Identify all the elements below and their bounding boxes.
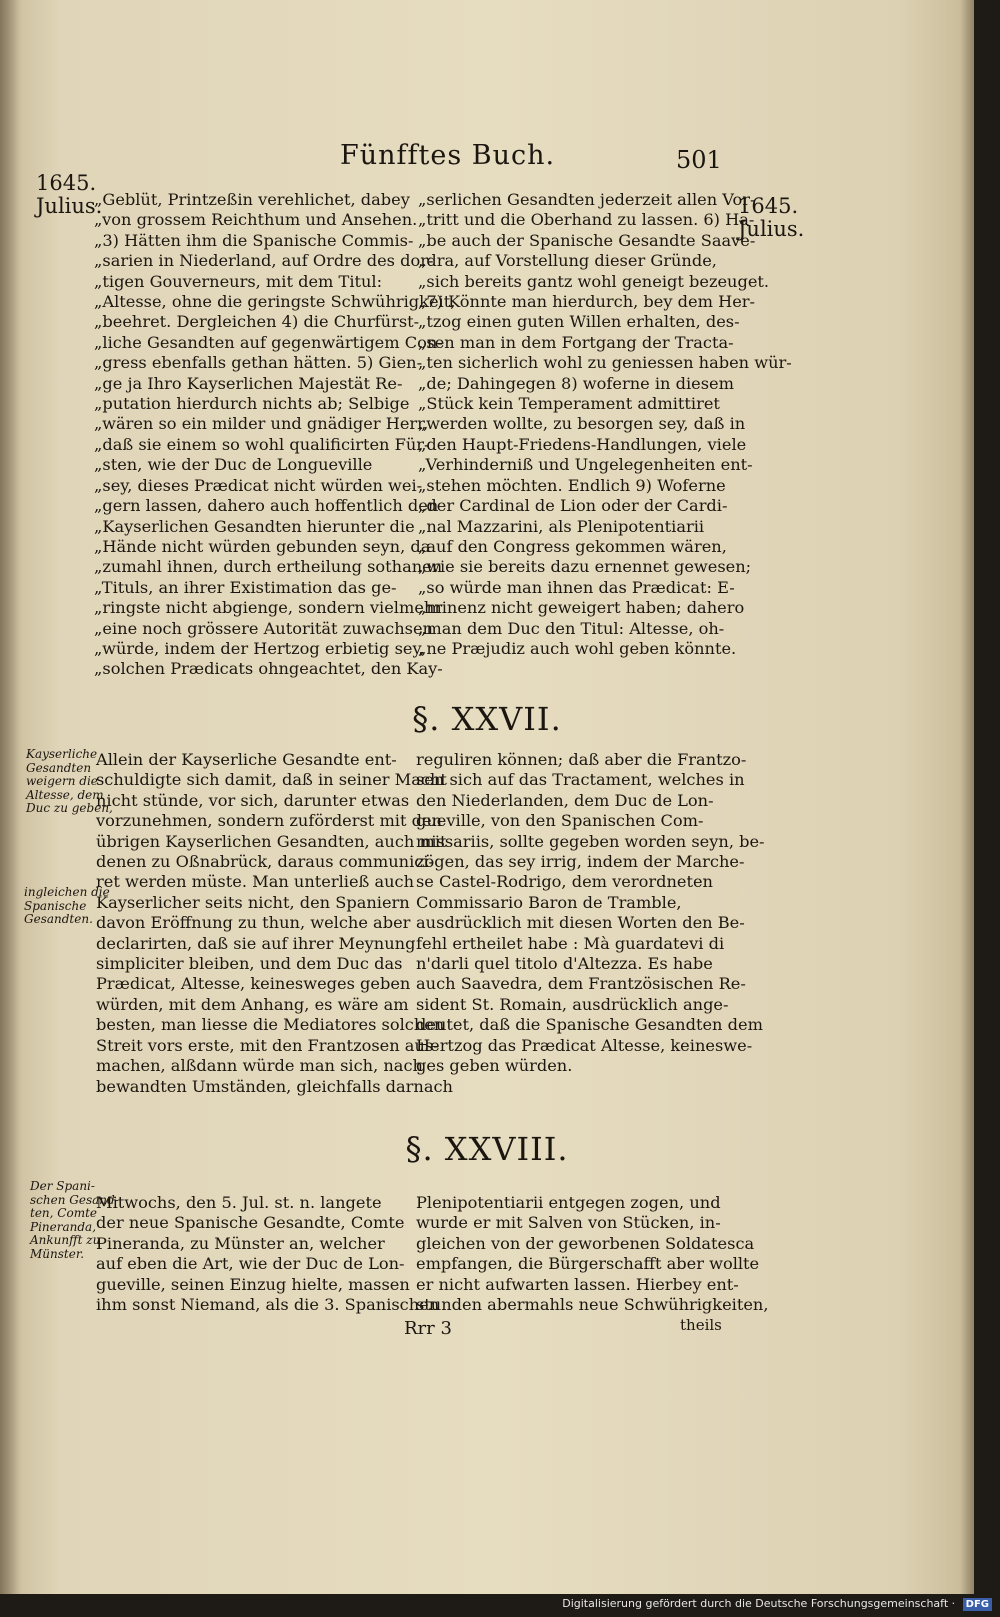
signature-mark: Rrr 3 <box>404 1318 452 1339</box>
text-line: „Stück kein Temperament admittiret <box>418 394 720 414</box>
text-line: gueville, von den Spanischen Com- <box>416 811 704 831</box>
text-line: vorzunehmen, sondern zuförderst mit den <box>96 811 442 831</box>
text-line: denen zu Oßnabrück, daraus communici- <box>96 852 435 872</box>
text-line: „werden wollte, zu besorgen sey, daß in <box>418 414 746 434</box>
text-line: ges geben würden. <box>416 1056 573 1076</box>
text-line: würden, mit dem Anhang, es wäre am <box>96 994 409 1014</box>
text-line: gleichen von der geworbenen Soldatesca <box>416 1233 755 1253</box>
digitization-footer <box>0 1594 1000 1617</box>
text-line: Mitwochs, den 5. Jul. st. n. langete <box>96 1193 382 1212</box>
text-line: Pineranda, zu Münster an, welcher <box>96 1233 385 1253</box>
text-line: „Hände nicht würden gebunden seyn, da <box>94 536 431 556</box>
text-line: „wie sie bereits dazu ernennet gewesen; <box>418 557 752 577</box>
text-line: „sich bereits gantz wohl geneigt bezeuget. <box>418 271 770 291</box>
text-line: gueville, seinen Einzug hielte, massen <box>96 1274 410 1294</box>
text-line: reguliren können; daß aber die Frantzo- <box>416 750 747 769</box>
text-line: der neue Spanische Gesandte, Comte <box>96 1213 405 1233</box>
text-line: davon Eröffnung zu thun, welche aber <box>96 913 411 933</box>
text-line: stunden abermahls neue Schwührigkeiten, <box>416 1295 769 1315</box>
text-line: deutet, daß die Spanische Gesandten dem <box>416 1015 763 1035</box>
side-note-pineranda-arrival: Der Spani- schen Gesand- ten, Comte Pineranda, Ankunfft zu Münster. <box>30 1179 119 1261</box>
text-line: „daß sie einem so wohl qualificirten Für- <box>94 434 430 454</box>
text-line: „7) Könnte man hierdurch, bey dem Her- <box>418 292 756 312</box>
text-line: nicht stünde, vor sich, darunter etwas <box>96 790 410 810</box>
text-line: „be auch der Spanische Gesandte Saave- <box>418 230 756 250</box>
text-line: schuldigte sich damit, daß in seiner Macht <box>96 770 447 790</box>
text-line: „tritt und die Oberhand zu lassen. 6) Ha- <box>418 210 755 230</box>
text-line: simpliciter bleiben, und dem Duc das <box>96 954 403 974</box>
text-line: „Verhinderniß und Ungelegenheiten ent- <box>418 455 753 475</box>
text-line: sen sich auf das Tractament, welches in <box>416 770 745 790</box>
margin-month: Julius. <box>36 194 103 218</box>
margin-date-left <box>36 172 102 218</box>
text-line: ihm sonst Niemand, als die 3. Spanischen <box>96 1295 440 1315</box>
text-line: „de; Dahingegen 8) woferne in diesem <box>418 373 734 393</box>
page-edge-shadow <box>960 0 974 1594</box>
text-line: zögen, das sey irrig, indem der Marche- <box>416 852 745 872</box>
text-line: wurde er mit Salven von Stücken, in- <box>416 1213 721 1233</box>
text-line: „ringste nicht abgienge, sondern vielmehr <box>94 598 443 618</box>
text-line: „sey, dieses Prædicat nicht würden wei- <box>94 475 423 495</box>
text-line: „von grossem Reichthum und Ansehen. <box>94 210 418 230</box>
text-line: „man dem Duc den Titul: Altesse, oh- <box>418 618 725 638</box>
side-note-imperial-envoys: Kayserliche Gesandten weigern die Altesse, dem Duc zu geben, <box>26 747 113 815</box>
text-line: den Niederlanden, dem Duc de Lon- <box>416 790 714 810</box>
text-line: er nicht aufwarten lassen. Hierbey ent- <box>416 1274 739 1294</box>
text-line: übrigen Kayserlichen Gesandten, auch mit <box>96 831 447 851</box>
text-line: Kayserlicher seits nicht, den Spaniern <box>96 892 410 912</box>
book-title: Fünfftes Buch. <box>340 140 556 171</box>
text-line: auch Saavedra, dem Frantzösischen Re- <box>416 974 746 994</box>
text-line: „minenz nicht geweigert haben; dahero <box>418 598 745 618</box>
page-gutter-shadow <box>0 0 22 1594</box>
text-line: „wären so ein milder und gnädiger Herr, <box>94 414 429 434</box>
text-line: „beehret. Dergleichen 4) die Churfürst- <box>94 312 420 332</box>
text-line: bewandten Umständen, gleichfalls darnach <box>96 1076 453 1096</box>
text-line: „solchen Prædicats ohngeachtet, den Kay- <box>94 659 443 679</box>
text-line: Hertzog das Prædicat Altesse, keineswe- <box>416 1035 753 1055</box>
text-line: „Kayserlichen Gesandten hierunter die <box>94 516 415 536</box>
text-line: „sen man in dem Fortgang der Tracta- <box>418 332 734 352</box>
section-27-left-column <box>96 750 453 1097</box>
text-line: „dra, auf Vorstellung dieser Gründe, <box>418 251 717 271</box>
text-line: Allein der Kayserliche Gesandte ent- <box>96 750 397 769</box>
text-line: „Geblüt, Printzeßin verehlichet, dabey <box>94 190 410 209</box>
text-line: „putation hierdurch nichts ab; Selbige <box>94 394 410 414</box>
text-line: „der Cardinal de Lion oder der Cardi- <box>418 496 728 516</box>
text-line: „gress ebenfalls gethan hätten. 5) Gien- <box>94 353 423 373</box>
top-left-column <box>94 190 456 680</box>
text-line: „Tituls, an ihrer Existimation das ge- <box>94 577 397 597</box>
text-line: „3) Hätten ihm die Spanische Commis- <box>94 230 414 250</box>
side-note-spanish-envoys: ingleichen die Spanische Gesandten. <box>24 885 110 926</box>
text-line: „tigen Gouverneurs, mit dem Titul: <box>94 271 383 291</box>
text-line: „stehen möchten. Endlich 9) Woferne <box>418 475 726 495</box>
text-line: „sten, wie der Duc de Longueville <box>94 455 373 475</box>
text-line: „sarien in Niederland, auf Ordre des dor- <box>94 251 434 271</box>
text-line: ret werden müste. Man unterließ auch <box>96 872 415 892</box>
section-28-right-column <box>416 1193 769 1315</box>
text-line: Streit vors erste, mit den Frantzosen aus- <box>96 1035 439 1055</box>
text-line: „liche Gesandten auf gegenwärtigem Con- <box>94 332 443 352</box>
text-line: ausdrücklich mit diesen Worten den Be- <box>416 913 745 933</box>
text-line: sident St. Romain, ausdrücklich ange- <box>416 994 729 1014</box>
section-heading-27: §. XXVII. <box>412 700 562 738</box>
text-line: „auf den Congress gekommen wären, <box>418 536 727 556</box>
section-heading-28: §. XXVIII. <box>405 1130 569 1168</box>
text-line: „zumahl ihnen, durch ertheilung sothanen <box>94 557 443 577</box>
text-line: Plenipotentiarii entgegen zogen, und <box>416 1193 721 1212</box>
text-line: „tzog einen guten Willen erhalten, des- <box>418 312 740 332</box>
text-line: „den Haupt-Friedens-Handlungen, viele <box>418 434 747 454</box>
text-line: declarirten, daß sie auf ihrer Meynung <box>96 933 416 953</box>
text-line: „Altesse, ohne die geringste Schwührigkeit, <box>94 292 456 312</box>
text-line: auf eben die Art, wie der Duc de Lon- <box>96 1254 405 1274</box>
text-line: empfangen, die Bürgerschafft aber wollte <box>416 1254 760 1274</box>
page-number: 501 <box>676 146 722 174</box>
margin-month: Julius. <box>738 217 805 241</box>
text-line: „serlichen Gesandten jederzeit allen Vor- <box>418 190 756 209</box>
text-line: „ten sicherlich wohl zu geniessen haben wür- <box>418 353 792 373</box>
section-27-right-column <box>416 750 765 1077</box>
text-line: missariis, sollte gegeben worden seyn, be- <box>416 831 765 851</box>
text-line: se Castel-Rodrigo, dem verordneten <box>416 872 713 892</box>
catchword: theils <box>680 1316 722 1334</box>
footer-credit-text: Digitalisierung gefördert durch die Deutsche Forschungsgemeinschaft · <box>562 1597 956 1610</box>
text-line: „ge ja Ihro Kayserlichen Majestät Re- <box>94 373 403 393</box>
margin-year: 1645. <box>738 194 799 218</box>
section-28-left-column <box>96 1193 440 1315</box>
running-head <box>0 140 974 180</box>
text-line: „ne Præjudiz auch wohl geben könnte. <box>418 638 737 658</box>
text-line: besten, man liesse die Mediatores solchen <box>96 1015 445 1035</box>
margin-year: 1645. <box>36 171 97 195</box>
text-line: Prædicat, Altesse, keinesweges geben <box>96 974 411 994</box>
text-line: „eine noch grössere Autorität zuwachsen <box>94 618 433 638</box>
text-line: Commissario Baron de Tramble, <box>416 892 682 912</box>
text-line: fehl ertheilet habe : Mà guardatevi di <box>416 933 725 953</box>
text-line: n'darli quel titolo d'Altezza. Es habe <box>416 954 713 974</box>
text-line: machen, alßdann würde man sich, nach <box>96 1056 423 1076</box>
text-line: „nal Mazzarini, als Plenipotentiarii <box>418 516 705 536</box>
text-line: „würde, indem der Hertzog erbietig sey, <box>94 638 425 658</box>
text-line: „so würde man ihnen das Prædicat: E- <box>418 577 735 597</box>
dfg-logo-icon: DFG <box>963 1598 992 1611</box>
footer-credit <box>562 1597 992 1611</box>
text-line: „gern lassen, dahero auch hoffentlich den <box>94 496 439 516</box>
